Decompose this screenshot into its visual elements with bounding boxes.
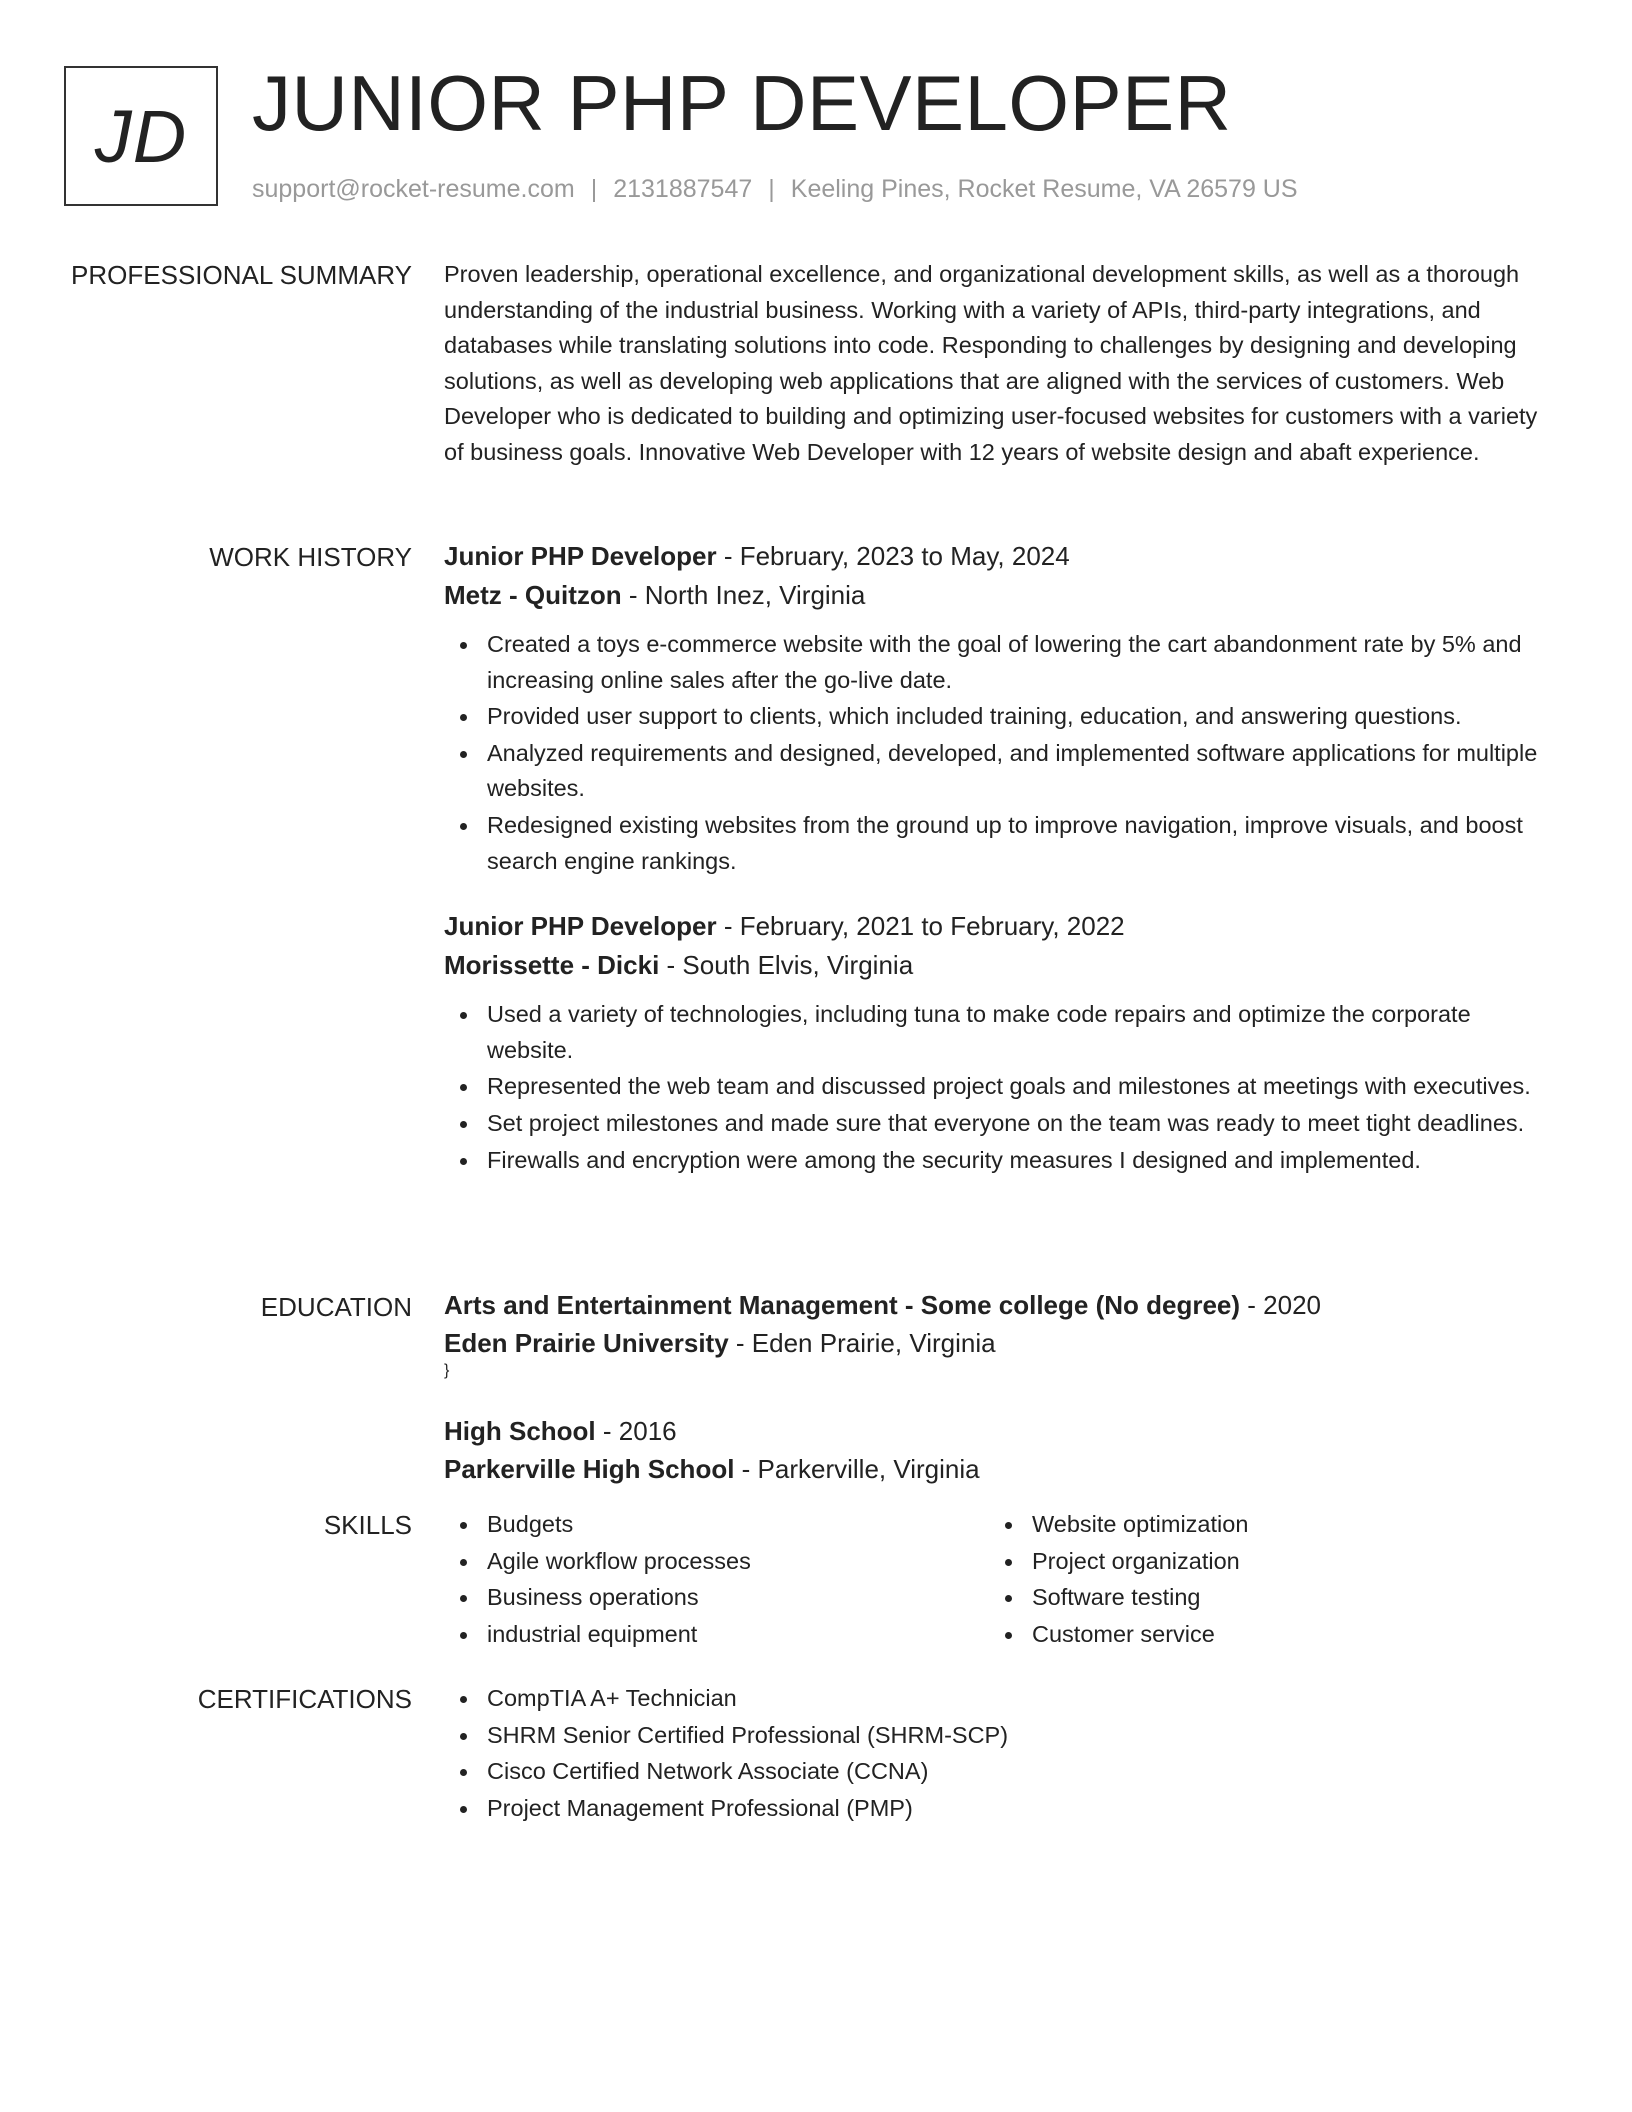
job-title: Junior PHP Developer bbox=[444, 541, 717, 571]
job-title: Junior PHP Developer bbox=[444, 911, 717, 942]
education-school: Parkerville High School bbox=[444, 1454, 735, 1484]
education-location: - Parkerville, Virginia bbox=[734, 1454, 980, 1484]
certification-item: CompTIA A+ Technician bbox=[444, 1681, 1544, 1717]
certifications-list bbox=[444, 1681, 1544, 1826]
summary-text: Proven leadership, operational excellence, and organizational development skills, as well as a thorough understanding of the industrial business. Working with a variety of APIs, third-party integrations, and databases while translating solutions into code. Responding to challenges by designing and developing solutions, as well as developing web applications that are aligned with the services of customers. Web Developer who is dedicated to building and optimizing user-focused websites for customers with a variety of business goals. Innovative Web Developer with 12 years of website design and abaft experience. bbox=[444, 261, 1538, 465]
certifications-section bbox=[444, 1681, 1544, 1827]
education-degree-line bbox=[444, 1286, 1544, 1324]
job-location: - North Inez, Virginia bbox=[621, 580, 866, 610]
page-title: JUNIOR PHP DEVELOPER bbox=[252, 59, 1232, 147]
contact-separator: | bbox=[590, 175, 598, 203]
summary-section-label: PROFESSIONAL SUMMARY bbox=[71, 260, 412, 290]
contact-separator: | bbox=[768, 175, 775, 203]
job-bullet: Firewalls and encryption were among the security measures I designed and implemented. bbox=[444, 1143, 1544, 1179]
job-bullet: Redesigned existing websites from the ground up to improve navigation, improve visuals, and boost search engine rankings. bbox=[444, 808, 1544, 879]
education-school-line bbox=[444, 1450, 1544, 1488]
education-section bbox=[444, 1286, 1544, 1488]
job-dates: - February, 2023 to May, 2024 bbox=[716, 541, 1070, 571]
skills-section-label: SKILLS bbox=[323, 1510, 412, 1540]
contact-line bbox=[252, 172, 1298, 206]
skill-item: Budgets bbox=[444, 1507, 989, 1543]
work-history-section-label: WORK HISTORY bbox=[209, 542, 412, 572]
job-bullet: Analyzed requirements and designed, developed, and implemented software applications for multiple websites. bbox=[444, 736, 1544, 807]
education-school-line bbox=[444, 1324, 1544, 1362]
education-entry bbox=[444, 1412, 1544, 1488]
job-title-line bbox=[444, 537, 1544, 576]
education-degree: Arts and Entertainment Management - Some college (No degree) bbox=[444, 1290, 1241, 1320]
contact-email: support@rocket-resume.com bbox=[252, 175, 575, 203]
contact-address: Keeling Pines, Rocket Resume, VA 26579 US bbox=[790, 175, 1298, 203]
skills-columns bbox=[444, 1507, 1544, 1653]
job-entry bbox=[444, 907, 1544, 1178]
skill-item: industrial equipment bbox=[444, 1617, 989, 1653]
job-bullet: Set project milestones and made sure that everyone on the team was ready to meet tight deadlines. bbox=[444, 1106, 1544, 1142]
job-title-line bbox=[444, 907, 1544, 946]
job-bullet: Represented the web team and discussed project goals and milestones at meetings with executives. bbox=[444, 1069, 1544, 1105]
job-company: Metz - Quitzon bbox=[444, 580, 622, 610]
contact-phone: 2131887547 bbox=[613, 175, 753, 203]
skill-item: Website optimization bbox=[989, 1507, 1534, 1543]
skills-list-right bbox=[989, 1507, 1534, 1653]
monogram-logo bbox=[64, 66, 218, 206]
summary-section bbox=[444, 257, 1544, 471]
education-year: - 2020 bbox=[1240, 1290, 1321, 1320]
skill-item: Business operations bbox=[444, 1580, 989, 1616]
education-section-label: EDUCATION bbox=[260, 1292, 412, 1322]
skill-item: Agile workflow processes bbox=[444, 1544, 989, 1580]
job-entry bbox=[444, 537, 1544, 879]
skills-list-left bbox=[444, 1507, 989, 1653]
job-bullets bbox=[444, 627, 1544, 879]
education-entry: Arts and Entertainment Management - Some college (No degree) - 2020 Eden Prairie University - Eden Prairie, Virginia } bbox=[444, 1286, 1544, 1380]
job-dates: - February, 2021 to February, 2022 bbox=[716, 911, 1125, 942]
skill-item: Software testing bbox=[989, 1580, 1534, 1616]
job-bullets bbox=[444, 997, 1544, 1178]
job-company-line bbox=[444, 576, 1544, 615]
job-bullet: Used a variety of technologies, including tuna to make code repairs and optimize the corporate website. bbox=[444, 997, 1544, 1068]
job-company: Morissette - Dicki bbox=[444, 950, 660, 981]
education-school: Eden Prairie University bbox=[444, 1328, 729, 1358]
skill-item: Customer service bbox=[989, 1617, 1534, 1653]
education-degree-line bbox=[444, 1412, 1544, 1450]
certifications-section-label: CERTIFICATIONS bbox=[197, 1684, 412, 1714]
job-bullet: Created a toys e-commerce website with the goal of lowering the cart abandonment rate by 5% and increasing online sales after the go-live date. bbox=[444, 627, 1544, 698]
education-year: - 2016 bbox=[595, 1416, 677, 1446]
education-location: - Eden Prairie, Virginia bbox=[728, 1328, 996, 1358]
certification-item: Project Management Professional (PMP) bbox=[444, 1791, 1544, 1827]
skills-section bbox=[444, 1507, 1544, 1653]
skill-item: Project organization bbox=[989, 1544, 1534, 1580]
job-company-line bbox=[444, 946, 1544, 985]
certification-item: Cisco Certified Network Associate (CCNA) bbox=[444, 1754, 1544, 1790]
job-bullet: Provided user support to clients, which included training, education, and answering questions. bbox=[444, 699, 1544, 735]
monogram-initials: JD bbox=[94, 94, 188, 178]
education-degree: High School bbox=[444, 1416, 596, 1446]
job-location: - South Elvis, Virginia bbox=[659, 950, 914, 981]
certification-item: SHRM Senior Certified Professional (SHRM-SCP) bbox=[444, 1718, 1544, 1754]
work-history-section bbox=[444, 537, 1544, 1179]
